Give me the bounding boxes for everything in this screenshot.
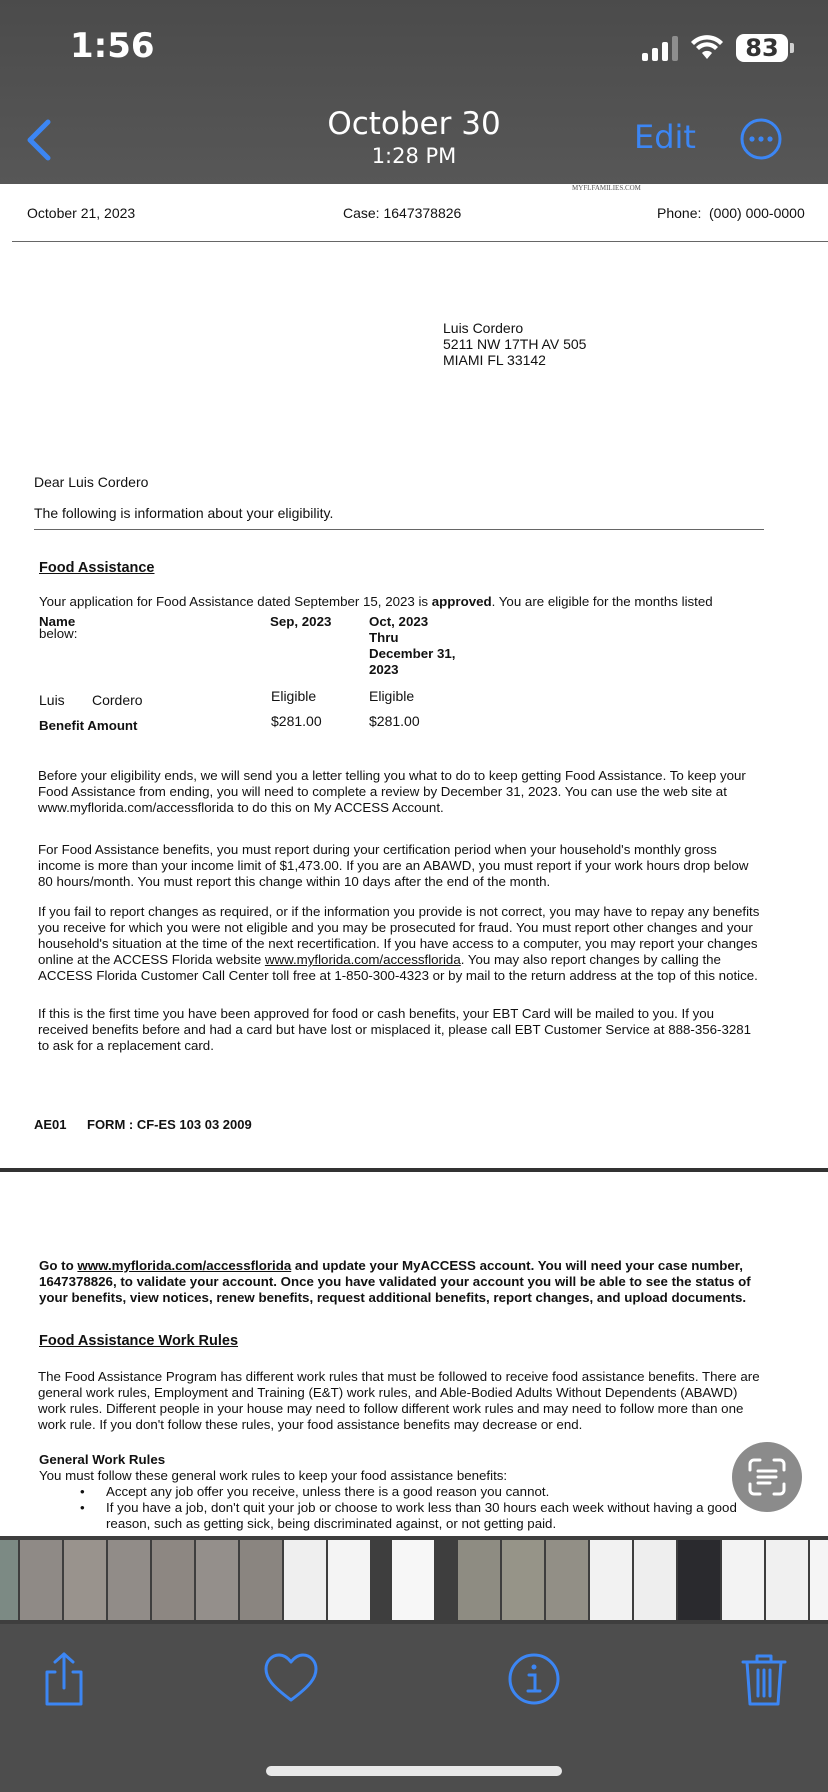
top-bar — [0, 0, 828, 184]
photo-thumbnail[interactable] — [634, 1540, 676, 1620]
photo-thumbnail[interactable] — [678, 1540, 720, 1620]
photo-thumbnail[interactable] — [590, 1540, 632, 1620]
table-header-oct-dec: Oct, 2023 Thru December 31, 2023 — [369, 614, 456, 677]
photo-thumbnail[interactable] — [284, 1540, 326, 1620]
photo-thumbnail[interactable] — [392, 1540, 434, 1620]
photo-thumbnail[interactable] — [240, 1540, 282, 1620]
edit-button[interactable]: Edit — [634, 118, 696, 156]
member-first-name: Luis — [39, 692, 65, 708]
cellular-signal-icon — [642, 35, 678, 61]
income-report-paragraph: For Food Assistance benefits, you must report during your certification period when your household's monthly gross income is more than your income limit of $1,473.00. If you are an ABAWD, you must report if your work hours drop below 80 hours/month. You must report this change within 10 days after the end of the month. — [38, 842, 749, 889]
photo-thumbnail[interactable] — [0, 1540, 18, 1620]
phone-number: (000) 000-0000 — [709, 205, 805, 221]
photo-thumbnail[interactable] — [546, 1540, 588, 1620]
list-item: • Accept any job offer you receive, unless there is a good reason you cannot. — [38, 1484, 738, 1500]
report-changes-paragraph: If you fail to report changes as required, or if the information you provide is not correct, you may have to repay any benefits you receive for which you were not eligible and you may be prosecuted for fraud. You must report other changes and your household's situation at the time of the next recertification. If you have access to a computer, you may report your changes online at the ACCESS Florida website www.myflorida.com/accessflorida. You may also report changes by calling the ACCESS Florida Customer Call Center toll free at 1-850-300-4323 or by mail to the return address at the top of this notice. — [38, 904, 760, 983]
info-icon[interactable] — [505, 1650, 563, 1708]
general-work-rules-title: General Work Rules — [39, 1452, 166, 1467]
ebt-card-paragraph: If this is the first time you have been approved for food or cash benefits, your EBT Card will be mailed to you. If you received benefits before and had a card but have lost or misplaced it, please call EBT Customer Service at 888-356-3281 to ask for a replacement card. — [38, 1006, 752, 1053]
work-rules-title: Food Assistance Work Rules — [39, 1333, 239, 1349]
eligibility-sep: Eligible — [271, 688, 317, 704]
thumbnail-strip[interactable] — [0, 1536, 828, 1624]
general-work-rules-list — [38, 1484, 738, 1532]
document-watermark: MYFLFAMILIES.COM — [572, 184, 641, 192]
photo-thumbnail[interactable] — [20, 1540, 62, 1620]
photo-thumbnail[interactable] — [458, 1540, 500, 1620]
battery-icon — [736, 34, 794, 62]
header-divider — [12, 241, 828, 242]
accessflorida-link[interactable]: www.myflorida.com/accessflorida — [264, 952, 461, 967]
approval-text-below: below: — [39, 626, 78, 641]
wifi-icon — [690, 35, 724, 61]
status-icons — [642, 34, 794, 62]
photo-thumbnail[interactable] — [64, 1540, 106, 1620]
recipient-name: Luis Cordero — [443, 320, 524, 336]
photo-thumbnail[interactable] — [152, 1540, 194, 1620]
trash-icon[interactable] — [735, 1650, 793, 1708]
share-icon[interactable] — [35, 1650, 93, 1708]
table-header-sep: Sep, 2023 — [270, 614, 332, 629]
document-page-1 — [0, 184, 828, 1168]
ellipsis-circle-icon[interactable] — [740, 118, 782, 160]
notice-date: October 21, 2023 — [27, 205, 136, 221]
member-last-name: Cordero — [92, 692, 143, 708]
recipient-street: 5211 NW 17TH AV 505 — [443, 336, 587, 352]
myaccess-instructions: Go to www.myflorida.com/accessflorida and update your MyACCESS account. You will need your case number, 1647378826, to validate your account. Once you have validated your account you will be able to see the status of your benefits, view notices, renew benefits, request additional benefits, report changes, and upload documents. — [39, 1258, 751, 1305]
live-text-scan-button[interactable] — [732, 1442, 802, 1512]
eligibility-oct-dec: Eligible — [369, 688, 415, 704]
heart-icon[interactable] — [262, 1650, 320, 1708]
photo-thumbnail[interactable] — [722, 1540, 764, 1620]
photo-date-title: October 30 — [327, 106, 501, 142]
status-time: 1:56 — [70, 26, 155, 66]
photo-time-subtitle: 1:28 PM — [371, 144, 457, 168]
benefit-amount-oct-dec: $281.00 — [369, 713, 420, 729]
form-label: FORM : CF-ES 103 03 2009 — [87, 1117, 252, 1132]
benefit-amount-sep: $281.00 — [271, 713, 322, 729]
work-rules-paragraph: The Food Assistance Program has different work rules that must be followed to receive food assistance benefits. There are general work rules, Employment and Training (E&T) work rules, and Able-Bodied Adults Without Dependents (ABAWD) work rules. Different people in your house may need to follow different work rules and may need to follow more than one work rule. If you don't follow these rules, your food assistance benefits may decrease or end. — [38, 1369, 760, 1432]
list-item: • If you have a job, don't quit your job or choose to work less than 30 hours each week without having a good reason, such as getting sick, being discriminated against, or not getting paid. — [38, 1500, 738, 1532]
table-header-name: Name — [39, 614, 76, 629]
photo-thumbnail[interactable] — [108, 1540, 150, 1620]
battery-level: 83 — [736, 34, 788, 62]
form-code: AE01 — [34, 1117, 67, 1132]
section-title-food-assistance: Food Assistance — [39, 560, 155, 576]
phone-label: Phone: — [657, 205, 702, 221]
photo-thumbnail[interactable] — [766, 1540, 808, 1620]
photo-thumbnail[interactable] — [196, 1540, 238, 1620]
home-indicator[interactable] — [266, 1766, 562, 1776]
live-text-scan-icon — [732, 1442, 802, 1512]
recipient-city: MIAMI FL 33142 — [443, 352, 546, 368]
intro-divider — [34, 529, 764, 530]
photo-thumbnail[interactable] — [502, 1540, 544, 1620]
approval-text: Your application for Food Assistance dated September 15, 2023 is approved. You are eligible for the months listed — [39, 594, 713, 609]
greeting: Dear Luis Cordero — [34, 474, 149, 490]
photo-thumbnail[interactable] — [810, 1540, 828, 1620]
case-number: Case: 1647378826 — [343, 205, 462, 221]
benefit-amount-label: Benefit Amount — [39, 718, 138, 733]
document-page-2 — [0, 1172, 828, 1536]
renewal-paragraph: Before your eligibility ends, we will send you a letter telling you what to do to keep getting Food Assistance. To keep your Food Assistance from ending, you will need to complete a review by December 31, 2023. You can use the web site at www.myflorida.com/accessflorida to do this on My ACCESS Account. — [38, 768, 746, 815]
myaccess-link[interactable]: www.myflorida.com/accessflorida — [77, 1258, 292, 1273]
photo-thumbnail[interactable] — [328, 1540, 370, 1620]
intro-text: The following is information about your eligibility. — [34, 505, 334, 521]
general-work-rules-intro: You must follow these general work rules to keep your food assistance benefits: — [39, 1468, 508, 1483]
